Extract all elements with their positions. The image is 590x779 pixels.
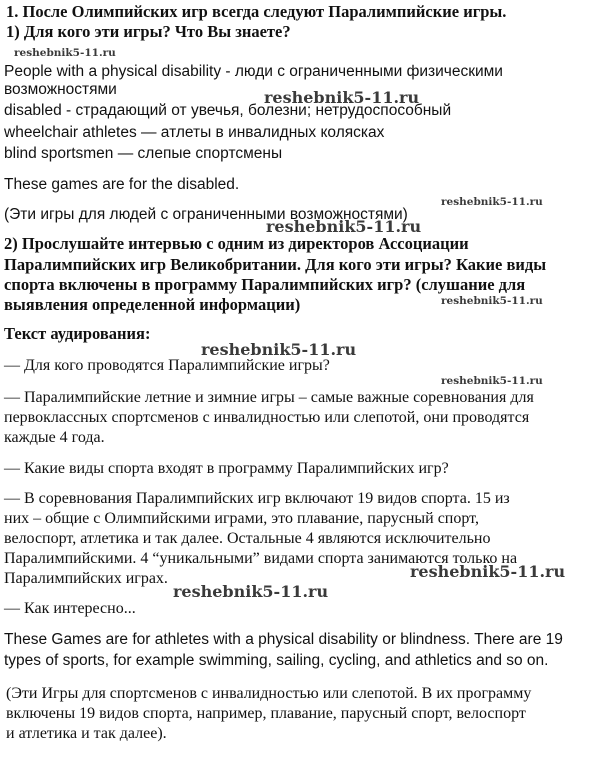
watermark: reshebnik5-11.ru xyxy=(14,47,116,59)
dialogue-line: Паралимпийских играх. xyxy=(4,570,168,587)
answer-translation: (Эти игры для людей с ограниченными возможностями) xyxy=(4,206,408,223)
dialogue-line: Паралимпийскими. 4 “уникальными” видами спорта занимаются только на xyxy=(4,550,518,567)
summary-english: These Games are for athletes with a physical disability or blindness. There are 19 xyxy=(4,631,563,648)
exercise-2-heading: 2) Прослушайте интервью с одним из директоров Ассоциации xyxy=(4,234,469,253)
dialogue-line: первоклассных спортсменов с инвалидностью или слепотой, они проводятся xyxy=(4,409,530,426)
summary-translation: включены 19 видов спорта, например, плавание, парусный спорт, велоспорт xyxy=(6,705,526,722)
dialogue-line: каждые 4 года. xyxy=(4,429,105,446)
summary-english: types of sports, for example swimming, sailing, cycling, and athletics and so on. xyxy=(4,652,549,669)
answer-english: These games are for the disabled. xyxy=(4,176,240,193)
dialogue-line: них – общие с Олимпийскими играми, это плавание, парусный спорт, xyxy=(4,510,479,527)
watermark: reshebnik5-11.ru xyxy=(441,196,543,208)
dialogue-line: — Для кого проводятся Паралимпийские игры? xyxy=(4,357,330,374)
dialogue-line: велоспорт, атлетика и так далее. Остальные 4 являются исключительно xyxy=(4,530,491,547)
watermark: reshebnik5-11.ru xyxy=(173,582,329,601)
exercise-2-heading: Паралимпийских игр Великобритании. Для кого эти игры? Какие виды xyxy=(4,255,547,274)
exercise-2-heading: выявления определенной информации) xyxy=(4,295,301,314)
vocab-line: возможностями xyxy=(4,81,117,98)
dialogue-line: — В соревнования Паралимпийских игр включают 19 видов спорта. 15 из xyxy=(4,490,510,507)
exercise-1-heading: 1. После Олимпийских игр всегда следуют Паралимпийские игры. xyxy=(6,2,507,21)
dialogue-line: — Как интересно... xyxy=(4,600,136,617)
watermark: reshebnik5-11.ru xyxy=(201,340,357,359)
exercise-2-heading: спорта включены в программу Паралимпийских игр? (слушание для xyxy=(4,275,526,294)
summary-translation: (Эти Игры для спортсменов с инвалидностью или слепотой. В их программу xyxy=(6,685,532,702)
dialogue-line: — Паралимпийские летние и зимние игры – самые важные соревнования для xyxy=(4,389,534,406)
listening-heading: Текст аудирования: xyxy=(4,324,151,343)
vocab-line: People with a physical disability - люди с ограниченными физическими xyxy=(4,63,503,80)
exercise-1-question: 1) Для кого эти игры? Что Вы знаете? xyxy=(6,22,291,41)
watermark: reshebnik5-11.ru xyxy=(410,562,566,581)
watermark: reshebnik5-11.ru xyxy=(441,375,543,387)
vocab-line: wheelchair athletes — атлеты в инвалидных колясках xyxy=(4,124,385,141)
summary-translation: и атлетика и так далее). xyxy=(6,725,167,742)
watermark: reshebnik5-11.ru xyxy=(266,217,422,236)
vocab-line: blind sportsmen — слепые спортсмены xyxy=(4,145,283,162)
vocab-line: disabled - страдающий от увечья, болезни; нетрудоспособный xyxy=(4,102,452,119)
dialogue-line: — Какие виды спорта входят в программу Паралимпийских игр? xyxy=(4,460,449,477)
watermark: reshebnik5-11.ru xyxy=(441,295,543,307)
watermark: reshebnik5-11.ru xyxy=(264,88,420,107)
